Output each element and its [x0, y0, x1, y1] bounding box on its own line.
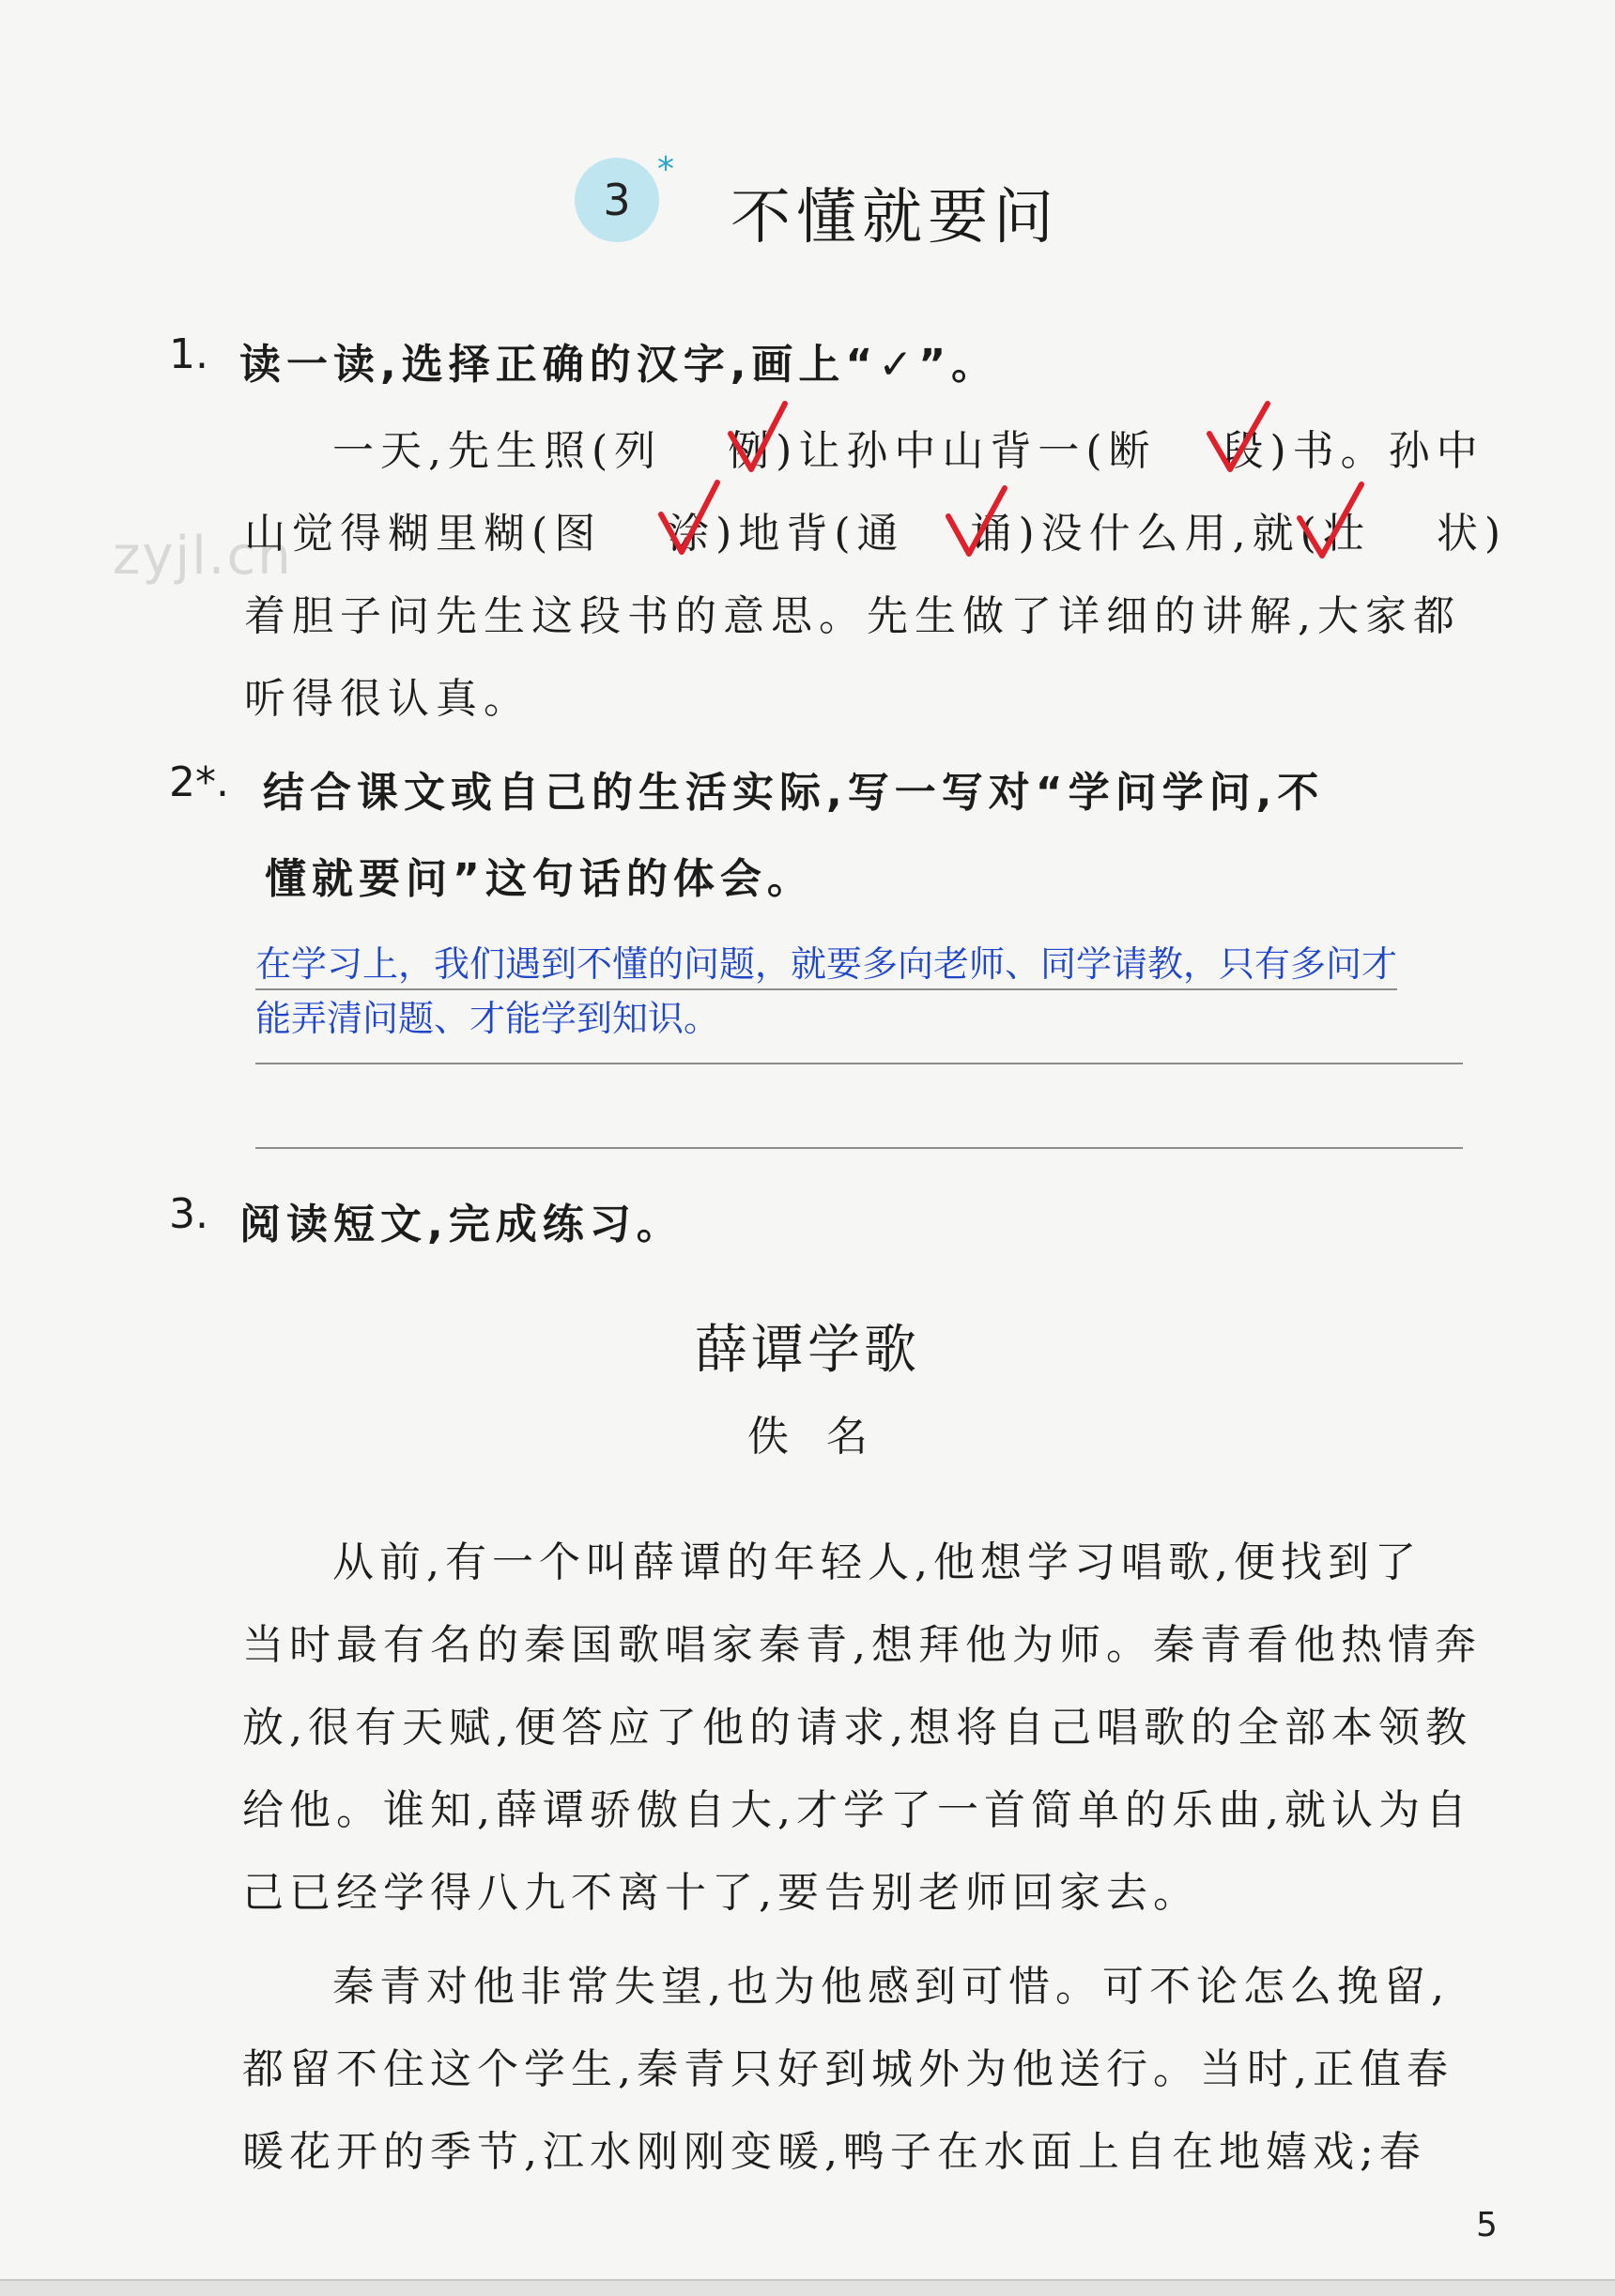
- article-line: 都留不住这个学生,秦青只好到城外为他送行。当时,正值春: [242, 2045, 1454, 2093]
- article-line: 放,很有天赋,便答应了他的请求,想将自己唱歌的全部本领教: [242, 1704, 1472, 1752]
- answer-line[interactable]: [255, 1147, 1463, 1149]
- q1-prompt: 读一读,选择正确的汉字,画上“✓”。: [239, 341, 999, 389]
- q1-line-2: [244, 499, 1507, 559]
- q2-answer-line-1[interactable]: 在学习上，我们遇到不懂的问题，就要多向老师、同学请教，只有多问才: [255, 935, 1397, 990]
- q2-prompt-line-1: 结合课文或自己的生活实际,写一写对“学问学问,不: [263, 769, 1325, 817]
- q1-line-1-seg-1: 一天,先生照(列: [332, 427, 663, 475]
- q2-prompt-line-2: 懂就要问”这句话的体会。: [265, 855, 814, 903]
- q1-line-3: [244, 582, 1461, 642]
- q2-number: 2*.: [169, 758, 229, 806]
- q1-line-2-seg-2: 涂)地背(通: [668, 510, 905, 558]
- q1-line-2-seg-4: 状): [1436, 510, 1508, 558]
- q1-line-1-seg-3: 段)书。孙中: [1222, 427, 1484, 475]
- q1-line-3-seg-1: 着胆子问先生这段书的意思。先生做了详细的讲解,大家都: [244, 592, 1461, 640]
- article-title: 薛谭学歌: [695, 1320, 920, 1381]
- article-author: 佚名: [747, 1413, 905, 1461]
- answer-line[interactable]: [255, 1063, 1463, 1064]
- lesson-number-badge: [575, 158, 659, 242]
- q3-number: 3.: [169, 1190, 208, 1238]
- watermark: zyjl.cn: [113, 526, 293, 587]
- q1-line-4: [244, 665, 531, 725]
- article-line: 给他。谁知,薛谭骄傲自大,才学了一首简单的乐曲,就认为自: [242, 1786, 1472, 1834]
- q1-line-2-seg-1: 山觉得糊里糊(图: [244, 510, 603, 558]
- q1-line-4-seg-1: 听得很认真。: [244, 675, 531, 723]
- article-line: 暖花开的季节,江水刚刚变暖,鸭子在水面上自在地嬉戏;春: [242, 2128, 1426, 2176]
- article-line: 当时最有名的秦国歌唱家秦青,想拜他为师。秦青看他热情奔: [242, 1621, 1482, 1669]
- lesson-number: 3: [603, 175, 631, 225]
- page-number: 5: [1476, 2206, 1498, 2244]
- lesson-title: 不懂就要问: [731, 183, 1059, 253]
- article-line: 己已经学得八九不离十了,要告别老师回家去。: [242, 1869, 1200, 1917]
- article-line: 从前,有一个叫薛谭的年轻人,他想学习唱歌,便找到了: [332, 1538, 1422, 1586]
- q1-line-1-seg-2: 例)让孙中山背一(断: [728, 427, 1157, 475]
- q3-prompt: 阅读短文,完成练习。: [239, 1201, 684, 1248]
- q2-answer-line-2[interactable]: 能弄清问题、才能学到知识。: [255, 998, 720, 1039]
- q1-line-2-seg-3: 诵)没什么用,就(壮: [970, 510, 1371, 558]
- page-edge: [0, 2279, 1615, 2296]
- lesson-star: *: [657, 150, 674, 189]
- q1-line-1: [332, 417, 1484, 477]
- q1-number: 1.: [169, 330, 208, 378]
- article-line: 秦青对他非常失望,也为他感到可惜。可不论怎么挽留,: [332, 1963, 1450, 2011]
